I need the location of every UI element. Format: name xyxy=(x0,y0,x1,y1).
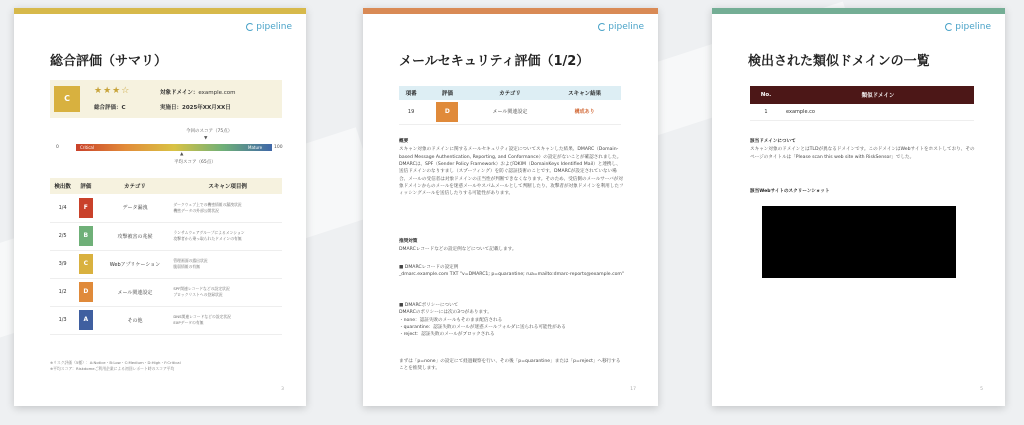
policy-item: ・quarantine：認証失敗のメールが迷惑メールフォルダに送られる可能性がある xyxy=(399,325,566,331)
header-result: スキャン結果 xyxy=(548,86,621,100)
page-number: 17 xyxy=(630,387,636,392)
scale-max: 100 xyxy=(274,145,283,150)
brand-logo xyxy=(598,22,644,32)
footnote-text: ※リスク評価（5種）：A:Notice・B:Low・C:Medium・D:High・F:Critical xyxy=(50,360,181,365)
row-count: 3/9 xyxy=(50,250,75,278)
item-text: DNS関連レコードなどの設定状況 xyxy=(173,313,231,319)
overview-body: スキャン対象のドメインに関するメールセキュリティ設定についてスキャンした結果、DMARC（Domain-based Message Authentication, Reporting, and Conformance）の設定がないことが確認されました。DMARCは、SPF（Sender Policy Framework）およびDKIM（DomainKeys Identified Mail）と連携し、送信ドメインのなりすまし（スプーフィング）を防ぐ認証技術のことです。DMARCが設定されていない場合、メールの受信者は対象ドメインの正当性が判断できなくなります。そのため、受信側のメールサーバが対象ドメインからのメールを迷惑メールやスパムメールとして判断したり、攻撃者が対象ドメインを利用したフィッシングメールを送信したりする可能性があります。 xyxy=(399,147,624,197)
item-text: 攻撃者から乗っ取られたドメインの有無 xyxy=(173,236,242,241)
grade-badge: B xyxy=(79,226,93,246)
row-grade xyxy=(75,194,96,222)
domain-label: 対象ドメイン： xyxy=(160,90,199,96)
row-grade xyxy=(75,250,96,278)
page-top-bar xyxy=(14,8,306,14)
overall-rating: 総合評価：C xyxy=(94,105,126,111)
header-count: 検出数 xyxy=(50,178,75,194)
row-grade xyxy=(75,222,96,250)
table-row xyxy=(50,278,282,306)
header-no: No. xyxy=(750,86,782,104)
row-no: 1 xyxy=(750,104,782,120)
row-category: その他 xyxy=(97,306,174,334)
grade-badge: A xyxy=(79,310,93,330)
logo-icon xyxy=(598,23,606,31)
row-items xyxy=(173,250,282,278)
about-heading: 該当ドメインについて xyxy=(750,139,796,144)
row-category: メール関連設定 xyxy=(97,278,174,306)
grade-badge: D xyxy=(79,282,93,302)
row-count: 2/5 xyxy=(50,222,75,250)
table-row xyxy=(50,194,282,222)
overview-heading: 概要 xyxy=(399,139,409,144)
logo-icon xyxy=(945,23,953,31)
item-text: ダークウェブ上での機密情報の漏洩状況 xyxy=(173,201,242,207)
table-row xyxy=(50,306,282,334)
screenshot-heading: 該当Webサイトのスクリーンショット xyxy=(750,189,830,194)
header-grade: 評価 xyxy=(75,178,96,194)
row-items xyxy=(173,306,282,334)
measures-heading: 推奨対策 xyxy=(399,239,418,244)
item-text: 脆弱情報の有無 xyxy=(173,264,200,269)
table-row xyxy=(750,104,974,120)
overview-section xyxy=(399,138,625,198)
item-text: ブロックリストへの登録状況 xyxy=(173,292,223,297)
category-table xyxy=(50,178,282,335)
average-score-marker: ▲ xyxy=(180,152,184,157)
brand-logo xyxy=(945,22,991,32)
average-score-label: 平均スコア（65点） xyxy=(174,160,216,165)
row-grade xyxy=(75,278,96,306)
measures-section xyxy=(399,238,625,254)
table-row xyxy=(50,250,282,278)
table-row xyxy=(50,222,282,250)
logo-icon xyxy=(246,23,254,31)
page-top-bar xyxy=(712,8,1005,14)
similar-domain-table xyxy=(750,86,974,121)
report-page-similar-domains xyxy=(712,8,1005,406)
scale-right-label: Mature xyxy=(248,145,263,150)
footnotes xyxy=(50,360,181,372)
target-domain xyxy=(160,88,236,96)
page-number: 5 xyxy=(980,387,983,392)
scale-min: 0 xyxy=(56,145,59,150)
row-items xyxy=(173,222,282,250)
table-row xyxy=(399,100,621,124)
closing-text: まずは「p=none」の設定にて経過観察を行い、その後「p=quarantine」または「p=reject」へ移行することを推奨します。 xyxy=(399,359,621,372)
grade-badge: D xyxy=(436,102,458,122)
current-score-marker: ▼ xyxy=(204,136,208,141)
item-text: EXPデータの有無 xyxy=(173,320,204,325)
page-title: 総合評価（サマリ） xyxy=(50,54,168,69)
grade-badge: F xyxy=(79,198,93,218)
logo-text: pipeline xyxy=(608,22,644,32)
scale-left-label: Critical xyxy=(80,145,94,150)
page-top-bar xyxy=(363,8,658,14)
item-text: SPF関連レコードなどの設定状況 xyxy=(173,285,230,291)
item-text: 管理画面の露出状況 xyxy=(173,257,208,263)
grade-badge: C xyxy=(79,254,93,274)
row-items xyxy=(173,278,282,306)
example-record: _dmarc.example.com TXT "v=DMARC1; p=quarantine; rua=mailto:dmarc-reports@example.com" xyxy=(399,272,625,278)
evaluation-table xyxy=(399,86,621,125)
row-category: 攻撃被害の兆候 xyxy=(97,222,174,250)
about-section xyxy=(750,138,976,161)
brand-logo xyxy=(246,22,292,32)
row-count: 1/4 xyxy=(50,194,75,222)
overall-grade-badge: C xyxy=(54,86,80,112)
score-gradient-bar xyxy=(76,144,272,151)
page-title: 検出された類似ドメインの一覧 xyxy=(748,54,930,69)
row-result: 構成あり xyxy=(548,100,621,124)
domain-value: example.com xyxy=(198,90,236,96)
policy-item: ・reject：認証失敗のメールがブロックされる xyxy=(399,332,495,338)
example-heading: ■ DMARCレコードの設定例 xyxy=(399,265,459,270)
summary-box xyxy=(50,80,282,118)
about-body: スキャン対象のドメインとはTLDが異なるドメインです。このドメインはWebサイトをホストしており、そのページのタイトルは「Please scan this web site with RiskSensor」でした。 xyxy=(750,147,975,160)
row-count: 1/2 xyxy=(50,278,75,306)
report-page-summary xyxy=(14,8,306,406)
row-category: データ漏洩 xyxy=(97,194,174,222)
logo-text: pipeline xyxy=(955,22,991,32)
item-text: ランサムウェアグループによるメンション xyxy=(173,229,245,235)
header-grade: 評価 xyxy=(423,86,471,100)
dmarc-example-section xyxy=(399,264,625,279)
page-number: 3 xyxy=(281,387,284,392)
header-category: カテゴリ xyxy=(472,86,549,100)
policy-intro: DMARCのポリシーには次の3つがあります。 xyxy=(399,310,492,316)
row-no: 19 xyxy=(399,100,423,124)
policy-heading: ■ DMARCポリシーについて xyxy=(399,303,459,308)
row-category: Webアプリケーション xyxy=(97,250,174,278)
report-page-mail-security xyxy=(363,8,658,406)
header-domain: 類似ドメイン xyxy=(782,86,974,104)
current-score-label: 今回のスコア（75点） xyxy=(186,129,233,134)
row-grade xyxy=(423,100,471,124)
header-category: カテゴリ xyxy=(97,178,174,194)
row-count: 1/3 xyxy=(50,306,75,334)
row-domain: example.co xyxy=(782,104,974,120)
row-category: メール関連設定 xyxy=(472,100,549,124)
policy-item: ・none：認証失敗のメールもそのまま配信される xyxy=(399,317,503,323)
row-items xyxy=(173,194,282,222)
row-grade xyxy=(75,306,96,334)
header-items: スキャン項目例 xyxy=(173,178,282,194)
website-screenshot xyxy=(762,206,956,278)
dmarc-policy-section xyxy=(399,302,625,339)
page-title: メールセキュリティ評価（1/2） xyxy=(399,54,590,69)
header-no: 項番 xyxy=(399,86,423,100)
scan-date: 実施日：2025年XX月XX日 xyxy=(160,105,231,111)
measures-body: DMARCレコードなどの設定例などについて記載します。 xyxy=(399,247,517,253)
logo-text: pipeline xyxy=(256,22,292,32)
item-text: 機密データの外部公開状況 xyxy=(173,207,219,213)
star-rating: ★★★☆ xyxy=(94,86,131,96)
footnote-text: ※平均スコア：Riskdomeご利用企業による初回レポート時のスコア平均 xyxy=(50,366,175,372)
